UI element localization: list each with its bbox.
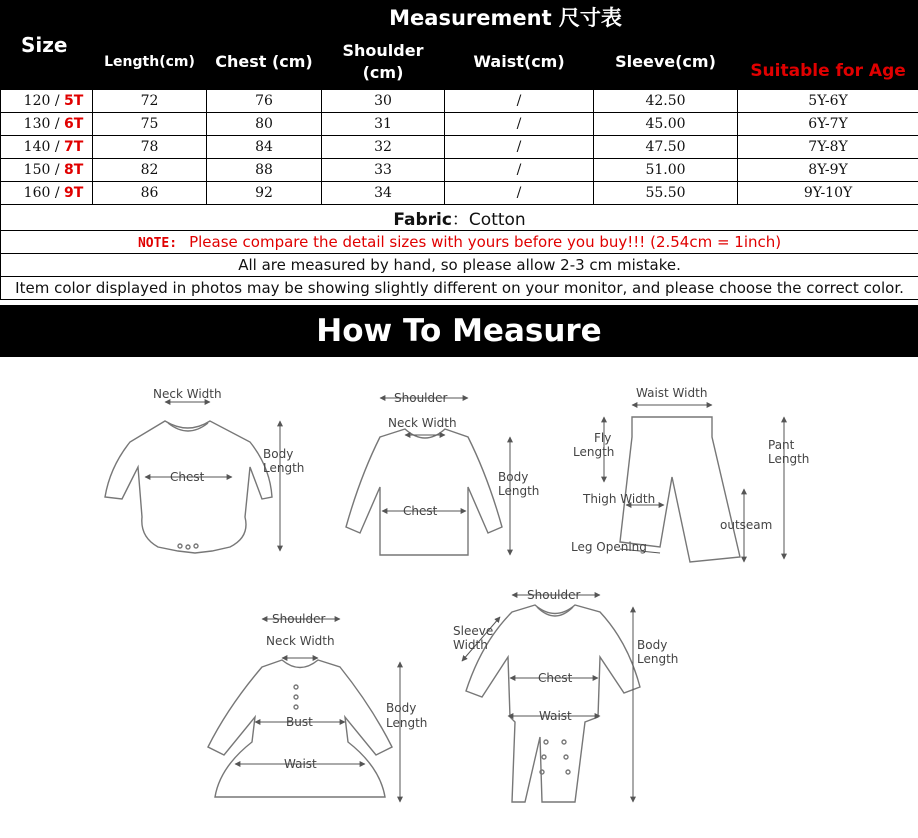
- pants-length-label: Length: [768, 452, 810, 466]
- tshirt-chest-label: Chest: [403, 504, 438, 518]
- measure-diagrams: [0, 357, 918, 838]
- tshirt-neck-label: Neck Width: [388, 416, 457, 430]
- pants-thigh-label: Thigh Width: [583, 492, 656, 506]
- size-t: 6T: [64, 116, 84, 132]
- chest-header: Chest (cm): [207, 34, 322, 90]
- size-rows: [1, 90, 918, 205]
- age-header: Suitable for Age: [738, 34, 918, 90]
- chest-cell: 88: [207, 159, 322, 182]
- sleeve-cell: 51.00: [594, 159, 738, 182]
- size-cm: 150 /: [23, 162, 65, 178]
- size-cm: 120 /: [23, 93, 65, 109]
- hand-note: All are measured by hand, so please allow 2-3 cm mistake.: [1, 254, 918, 277]
- size-table: [0, 0, 918, 300]
- length-header: Length(cm): [93, 34, 207, 90]
- chest-cell: 76: [207, 90, 322, 113]
- size-cm: 160 /: [23, 185, 65, 201]
- how-to-measure-title: How To Measure: [0, 305, 918, 357]
- waist-header: Waist(cm): [445, 34, 594, 90]
- size-cell: [1, 159, 93, 182]
- table-row: [1, 159, 918, 182]
- sleeve-cell: 55.50: [594, 182, 738, 205]
- pants-leg-label: Leg Opening: [571, 540, 647, 554]
- age-cell: 8Y-9Y: [738, 159, 918, 182]
- length-cell: 78: [93, 136, 207, 159]
- shoulder-cell: 34: [322, 182, 445, 205]
- note-row: [1, 231, 918, 254]
- romper-sleeve-label: Sleeve: [453, 624, 494, 638]
- tshirt-length-label: Length: [498, 484, 540, 498]
- romper-waist-label: Waist: [539, 709, 572, 723]
- tshirt-body-label: Body: [498, 470, 529, 484]
- waist-cell: /: [445, 182, 594, 205]
- table-row: [1, 90, 918, 113]
- chest-cell: 80: [207, 113, 322, 136]
- romper-diagram: [453, 588, 678, 802]
- length-cell: 86: [93, 182, 207, 205]
- size-cell: [1, 136, 93, 159]
- dress-length-label: Length: [386, 716, 428, 730]
- sleeve-header: Sleeve(cm): [594, 34, 738, 90]
- pants-waist-label: Waist Width: [636, 386, 708, 400]
- note-label: NOTE:: [137, 236, 178, 251]
- shoulder-cell: 30: [322, 90, 445, 113]
- color-note: Item color displayed in photos may be showing slightly different on your monitor, and please choose the correct color.: [1, 277, 918, 300]
- romper-body-label: Body: [637, 638, 668, 652]
- romper-shoulder-label: Shoulder: [527, 588, 581, 602]
- bodysuit-length-label: Length: [263, 461, 305, 475]
- romper-width-label: Width: [453, 638, 488, 652]
- size-cm: 140 /: [23, 139, 65, 155]
- dress-body-label: Body: [386, 701, 417, 715]
- bodysuit-body-label: Body: [263, 447, 294, 461]
- table-title: Measurement 尺寸表: [93, 1, 918, 34]
- dress-diagram: [208, 612, 427, 802]
- size-cell: [1, 90, 93, 113]
- romper-length-label: Length: [637, 652, 679, 666]
- size-t: 8T: [64, 162, 84, 178]
- waist-cell: /: [445, 136, 594, 159]
- shoulder-cell: 31: [322, 113, 445, 136]
- shoulder-header-line2: (cm): [362, 62, 404, 82]
- length-cell: 82: [93, 159, 207, 182]
- shoulder-header: [322, 34, 445, 90]
- bodysuit-neck-label: Neck Width: [153, 387, 222, 401]
- dress-waist-label: Waist: [284, 757, 317, 771]
- sleeve-cell: 47.50: [594, 136, 738, 159]
- shoulder-header-line1: Shoulder: [342, 40, 424, 60]
- note-text: Please compare the detail sizes with yours before you buy!!! (2.54cm = 1inch): [189, 233, 782, 251]
- sleeve-cell: 45.00: [594, 113, 738, 136]
- length-cell: 75: [93, 113, 207, 136]
- fabric-value: ：Cotton: [451, 210, 526, 230]
- size-t: 5T: [64, 93, 84, 109]
- dress-bust-label: Bust: [286, 715, 313, 729]
- age-cell: 7Y-8Y: [738, 136, 918, 159]
- age-cell: 6Y-7Y: [738, 113, 918, 136]
- fabric-label: Fabric: [393, 210, 452, 230]
- table-row: [1, 113, 918, 136]
- size-cell: [1, 113, 93, 136]
- size-t: 9T: [64, 185, 84, 201]
- age-cell: 5Y-6Y: [738, 90, 918, 113]
- size-cell: [1, 182, 93, 205]
- dress-shoulder-label: Shoulder: [272, 612, 326, 626]
- size-header: Size: [1, 1, 93, 90]
- table-row: [1, 136, 918, 159]
- pants-diagram: [571, 386, 809, 562]
- waist-cell: /: [445, 113, 594, 136]
- pants-outseam-label: outseam: [720, 518, 773, 532]
- shoulder-cell: 32: [322, 136, 445, 159]
- waist-cell: /: [445, 90, 594, 113]
- pants-fly-label: Fly: [594, 431, 612, 445]
- tshirt-shoulder-label: Shoulder: [394, 391, 448, 405]
- fabric-row: [1, 205, 918, 231]
- dress-neck-label: Neck Width: [266, 634, 335, 648]
- waist-cell: /: [445, 159, 594, 182]
- length-cell: 72: [93, 90, 207, 113]
- chest-cell: 92: [207, 182, 322, 205]
- sleeve-cell: 42.50: [594, 90, 738, 113]
- age-cell: 9Y-10Y: [738, 182, 918, 205]
- chest-cell: 84: [207, 136, 322, 159]
- size-cm: 130 /: [23, 116, 65, 132]
- size-t: 7T: [64, 139, 84, 155]
- pants-fly-length-label: Length: [573, 445, 615, 459]
- tshirt-diagram: [346, 391, 539, 555]
- shoulder-cell: 33: [322, 159, 445, 182]
- pants-pant-label: Pant: [768, 438, 795, 452]
- bodysuit-chest-label: Chest: [170, 470, 205, 484]
- romper-chest-label: Chest: [538, 671, 573, 685]
- bodysuit-diagram: [105, 387, 304, 553]
- table-row: [1, 182, 918, 205]
